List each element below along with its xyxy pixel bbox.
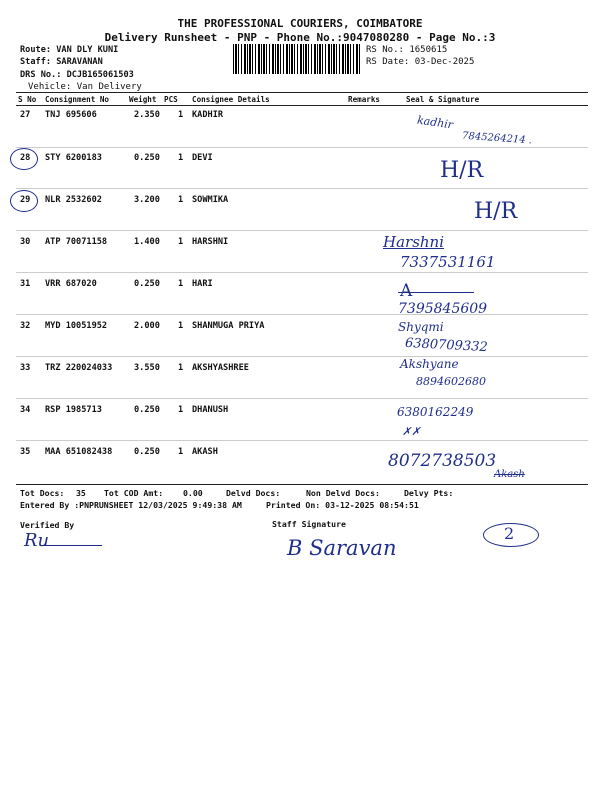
verified-by-label: Verified By <box>20 520 75 530</box>
tot-cod-label: Tot COD Amt: <box>104 488 164 498</box>
barcode-image <box>233 44 361 74</box>
delvd-docs-label: Delvd Docs: <box>226 488 281 498</box>
row-consignee: AKSHYASHREE <box>192 363 249 373</box>
row-divider <box>16 356 588 357</box>
row-weight: 2.000 <box>134 321 160 331</box>
page-circle-number: 2 <box>504 524 515 543</box>
verified-signature-stroke <box>40 545 102 546</box>
row-signature-phone: 8894602680 <box>416 375 486 388</box>
row-pcs: 1 <box>178 279 184 289</box>
non-delvd-docs-label: Non Delvd Docs: <box>306 488 380 498</box>
row-weight: 0.250 <box>134 447 160 457</box>
row-sno: 32 <box>20 321 31 331</box>
row-signature: H/R <box>440 158 484 183</box>
row-divider <box>16 188 588 189</box>
row-divider <box>16 272 588 273</box>
row-signature-phone: 6380709332 <box>404 335 489 356</box>
row-consignment: VRR 687020 <box>45 279 97 289</box>
row-weight: 0.250 <box>134 153 160 163</box>
row-consignment: MAA 651082438 <box>45 447 113 457</box>
entered-by: Entered By :PNPRUNSHEET 12/03/2025 9:49:38 AM <box>20 500 242 510</box>
totals-top-rule <box>16 484 588 485</box>
row-pcs: 1 <box>178 153 184 163</box>
tot-cod-value: 0.00 <box>183 488 203 498</box>
row-consignee: DHANUSH <box>192 405 229 415</box>
printed-on: Printed On: 03-12-2025 08:54:51 <box>266 500 419 510</box>
row-consignment: STY 6200183 <box>45 153 102 163</box>
col-remarks: Remarks <box>348 95 381 104</box>
row-weight: 0.250 <box>134 405 160 415</box>
row-consignment: TRZ 220024033 <box>45 363 113 373</box>
row-signature-phone: Akash <box>494 469 525 480</box>
company-title: THE PROFESSIONAL COURIERS, COIMBATORE <box>177 17 423 30</box>
tot-docs-label: Tot Docs: <box>20 488 65 498</box>
row-pcs: 1 <box>178 447 184 457</box>
row-signature-phone: 7395845609 <box>398 301 488 317</box>
row-signature: Akshyane <box>400 357 459 371</box>
route-label: Route: VAN DLY KUNI <box>20 45 119 55</box>
row-weight: 1.400 <box>134 237 160 247</box>
row-consignee: AKASH <box>192 447 218 457</box>
row-signature: Shyqmi <box>398 320 444 334</box>
row-sno: 28 <box>20 153 31 163</box>
row-pcs: 1 <box>178 110 184 120</box>
row-signature-phone: 7337531161 <box>400 253 496 271</box>
rs-no: RS No.: 1650615 <box>366 45 448 55</box>
header-top-rule <box>16 92 588 93</box>
row-divider <box>16 314 588 315</box>
row-weight: 3.550 <box>134 363 160 373</box>
row-pcs: 1 <box>178 195 184 205</box>
row-sno: 31 <box>20 279 31 289</box>
row-consignment: TNJ 695606 <box>45 110 97 120</box>
signature-scribble: ✗✗ <box>402 425 421 438</box>
row-divider <box>16 230 588 231</box>
col-pcs: PCS <box>164 95 178 104</box>
row-consignee: SOWMIKA <box>192 195 229 205</box>
row-pcs: 1 <box>178 237 184 247</box>
signature-stroke <box>398 292 474 293</box>
row-weight: 0.250 <box>134 279 160 289</box>
col-consignee: Consignee Details <box>192 95 270 104</box>
rs-date: RS Date: 03-Dec-2025 <box>366 57 475 67</box>
col-sno: S No <box>18 95 37 104</box>
row-signature-phone: 7845264214 . <box>461 130 533 147</box>
row-divider <box>16 147 588 148</box>
col-consignment: Consignment No <box>45 95 110 104</box>
row-consignment: MYD 10051952 <box>45 321 108 331</box>
row-sno: 35 <box>20 447 31 457</box>
delvy-pts-label: Delvy Pts: <box>404 488 454 498</box>
row-consignee: DEVI <box>192 153 213 163</box>
vehicle-label: Vehicle: Van Delivery <box>28 82 142 92</box>
runsheet-subtitle: Delivery Runsheet - PNP - Phone No.:9047080280 - Page No.:3 <box>104 31 496 44</box>
row-pcs: 1 <box>178 321 184 331</box>
row-pcs: 1 <box>178 405 184 415</box>
row-signature: A <box>400 281 413 301</box>
staff-signature: B Saravan <box>287 536 397 560</box>
row-pcs: 1 <box>178 363 184 373</box>
verified-signature: Ru <box>24 530 50 551</box>
col-seal: Seal & Signature <box>406 95 480 104</box>
row-consignee: HARSHNI <box>192 237 229 247</box>
row-sno: 34 <box>20 405 31 415</box>
drs-label: DRS No.: DCJB165061503 <box>20 70 134 80</box>
row-consignment: NLR 2532602 <box>45 195 102 205</box>
row-signature: 8072738503 <box>388 451 497 471</box>
row-divider <box>16 440 588 441</box>
row-signature: 6380162249 <box>397 405 474 419</box>
row-signature: kadhir <box>416 113 454 132</box>
col-weight: Weight <box>129 95 157 104</box>
header-bottom-rule <box>16 105 588 106</box>
row-consignee: HARI <box>192 279 213 289</box>
row-consignment: RSP 1985713 <box>45 405 102 415</box>
row-consignee: KADHIR <box>192 110 224 120</box>
row-sno: 33 <box>20 363 31 373</box>
row-consignment: ATP 70071158 <box>45 237 108 247</box>
row-weight: 3.200 <box>134 195 160 205</box>
tot-docs-value: 35 <box>76 488 86 498</box>
row-weight: 2.350 <box>134 110 160 120</box>
staff-signature-label: Staff Signature <box>272 519 346 529</box>
row-consignee: SHANMUGA PRIYA <box>192 321 265 331</box>
row-sno: 27 <box>20 110 31 120</box>
staff-label: Staff: SARAVANAN <box>20 57 103 67</box>
row-sno: 29 <box>20 195 31 205</box>
row-signature: Harshni <box>383 233 445 251</box>
row-sno: 30 <box>20 237 31 247</box>
row-divider <box>16 398 588 399</box>
row-signature: H/R <box>474 199 518 224</box>
